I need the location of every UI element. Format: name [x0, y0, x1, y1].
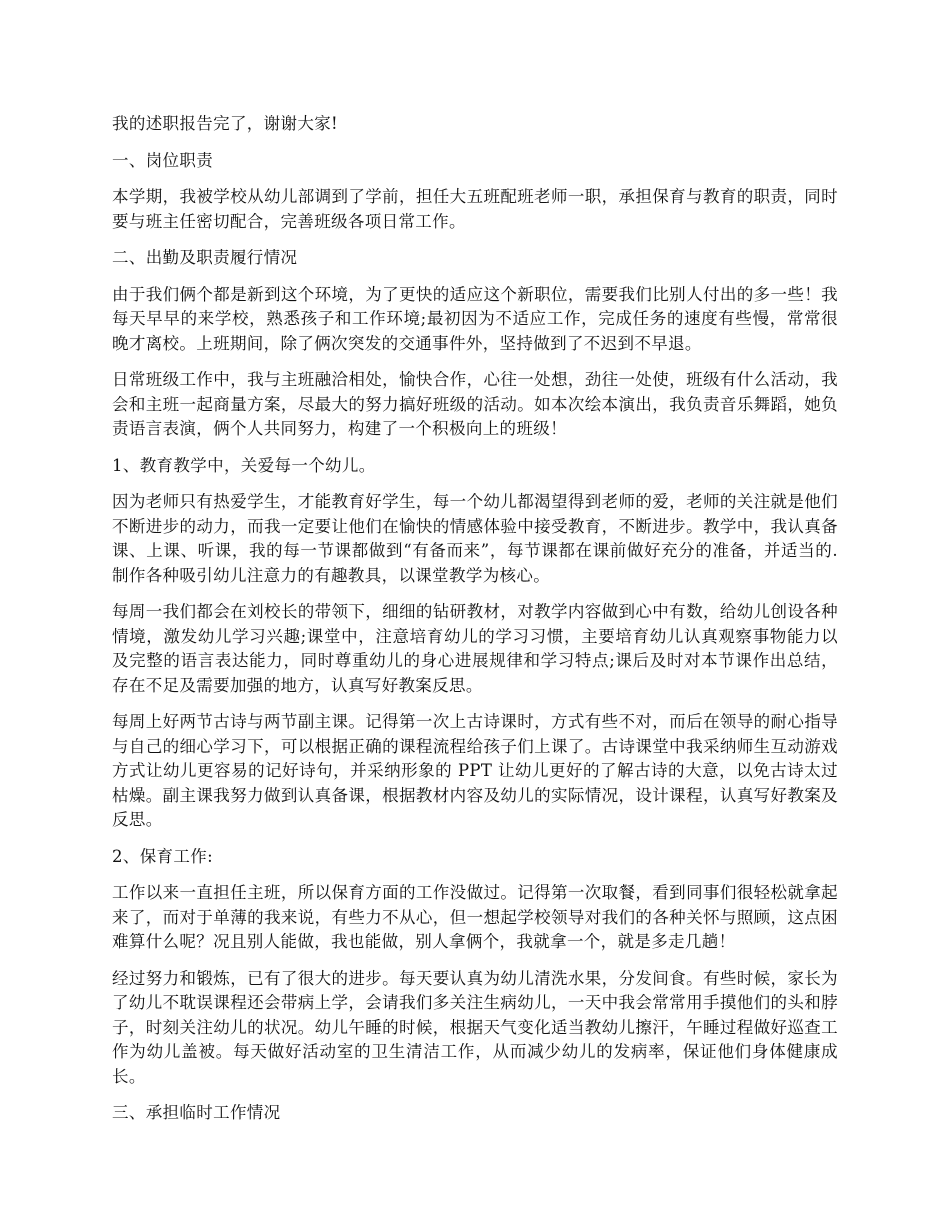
paragraph-teaching-3: 每周上好两节古诗与两节副主课。记得第一次上古诗课时，方式有些不对，而后在领导的耐心指导与自己的细心学习下，可以根据正确的课程流程给孩子们上课了。古诗课堂中我采纳师生互动游戏方式让幼儿更容易的记好诗句，并采纳形象的 PPT 让幼儿更好的了解古诗的大意，以免古诗太过枯燥。副主课我努力做到认真备课，根据教材内容及幼儿的实际情况，设计课程，认真写好教案及反思。 — [112, 712, 838, 829]
section-heading-duties: 一、岗位职责 — [112, 150, 214, 170]
paragraph-duties: 本学期，我被学校从幼儿部调到了学前，担任大五班配班老师一职，承担保育与教育的职责，同时要与班主任密切配合，完善班级各项日常工作。 — [112, 187, 838, 231]
section-heading-temporary-work: 三、承担临时工作情况 — [112, 1103, 281, 1122]
paragraph-teaching-1: 因为老师只有热爱学生，才能教育好学生，每一个幼儿都渴望得到老师的爱，老师的关注就是他们不断进步的动力，而我一定要让他们在愉快的情感体验中接受教育，不断进步。教学中，我认真备课、上课、听课，我的每一节课都做到“有备而来”，每节课都在课前做好充分的准备，并适当的.制作各种吸引幼儿注意力的有趣教具，以课堂教学为核心。 — [112, 492, 838, 585]
closing-line: 我的述职报告完了，谢谢大家! — [112, 114, 339, 133]
paragraph-class-work: 日常班级工作中，我与主班融洽相处，愉快合作，心往一处想，劲往一处使，班级有什么活动，我会和主班一起商量方案，尽最大的努力搞好班级的活动。如本次绘本演出，我负责音乐舞蹈，她负责语言表演，俩个人共同努力，构建了一个积极向上的班级！ — [112, 370, 838, 438]
paragraph-care-2: 经过努力和锻炼，已有了很大的进步。每天要认真为幼儿清洗水果，分发间食。有些时候，家长为了幼儿不耽误课程还会带病上学，会请我们多关注生病幼儿，一天中我会常常用手摸他们的头和脖子，时刻关注幼儿的状况。幼儿午睡的时候，根据天气变化适当教幼儿擦汗，午睡过程做好巡查工作为幼儿盖被。每天做好活动室的卫生清洁工作，从而减少幼儿的发病率，保证他们身体健康成长。 — [112, 968, 838, 1086]
document-body — [112, 112, 838, 1126]
subheading-care-work: 2、保育工作: — [112, 846, 214, 866]
subheading-teaching: 1、教育教学中，关爱每一个幼儿。 — [112, 455, 376, 475]
section-heading-attendance: 二、出勤及职责履行情况 — [112, 248, 298, 267]
paragraph-care-1: 工作以来一直担任主班，所以保育方面的工作没做过。记得第一次取餐，看到同事们很轻松就拿起来了，而对于单薄的我来说，有些力不从心，但一想起学校领导对我们的各种关怀与照顾，这点困难算什么呢？况且别人能做，我也能做，别人拿俩个，我就拿一个，就是多走几趟！ — [112, 883, 838, 951]
paragraph-attendance: 由于我们俩个都是新到这个环境，为了更快的适应这个新职位，需要我们比别人付出的多一些！我每天早早的来学校，熟悉孩子和工作环境;最初因为不适应工作，完成任务的速度有些慢，常常很晚才离校。上班期间，除了俩次突发的交通事件外，坚持做到了不迟到不早退。 — [112, 284, 838, 353]
paragraph-teaching-2: 每周一我们都会在刘校长的带领下，细细的钻研教材，对教学内容做到心中有数，给幼儿创设各种情境，激发幼儿学习兴趣;课堂中，注意培育幼儿的学习习惯，主要培育幼儿认真观察事物能力以及完整的语言表达能力，同时尊重幼儿的身心进展规律和学习特点;课后及时对本节课作出总结，存在不足及需要加强的地方，认真写好教案反思。 — [112, 602, 838, 695]
